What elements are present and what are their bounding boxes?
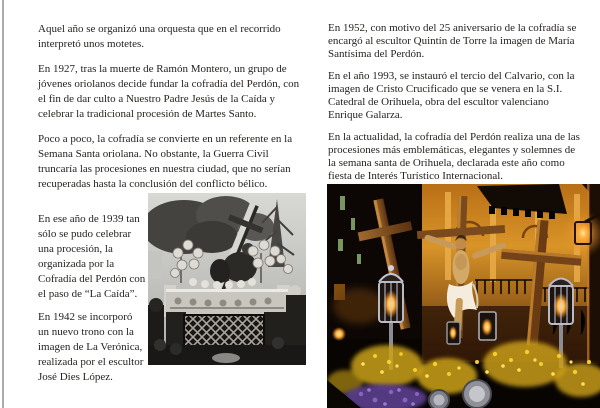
para-guerra-civil: Poco a poco, la cofradía se convierte en un referente en la Semana Santa oriolana. No obstante, la Guerra Civil truncaría las procesiones en nuestra ciudad, que no serían recuperadas hasta la conclusión del conflicto bélico.: [38, 133, 293, 190]
night-photo-art: [327, 184, 600, 408]
para-1942: En 1942 se incorporó un nuevo trono con la imagen de La Verónica, realizada por el escultor José Dies López.: [38, 311, 144, 383]
para-1939: En ese año de 1939 tan sólo se pudo celebrar una procesión, la organizada por la Cofradía del Perdón con el paso de “La Caída”.: [38, 213, 146, 300]
bw-trono: [164, 285, 290, 354]
historic-photo-art: [148, 193, 306, 365]
right-column: [328, 22, 580, 192]
historic-procession-photo: [148, 193, 306, 365]
page-edge-line: [2, 0, 4, 408]
night-procession-photo: [327, 184, 600, 408]
para-1993: En el año 1993, se instauró el tercio del Calvario, con la imagen de Cristo Crucificado que se venera en la S.I. Catedral de Orihuela, obra del escultor valenciano Enrique Galarza.: [328, 70, 575, 121]
para-orquesta: Aquel año se organizó una orquesta que en el recorrido interpretó unos motetes.: [38, 23, 281, 50]
para-1927: En 1927, tras la muerte de Ramón Montero, un grupo de jóvenes oriolanos decide fundar la cofradía del Perdón, con el fin de dar culto a Nuestro Padre Jesús de la Caída y celebrar la tradicional procesión de Martes Santo.: [38, 63, 300, 120]
para-1952: En 1952, con motivo del 25 aniversario de la cofradía se encargó al escultor Quintín de Torre la imagen de María Santísima del Perdón.: [328, 22, 577, 60]
left-column-narrow: [38, 212, 146, 393]
para-actualidad: En la actualidad, la cofradía del Perdón realiza una de las procesiones más emblemáticas, elegantes y solemnes de la semana santa de Orihuela, declarada este año como fiesta de Interés Turístico Internacional.: [328, 131, 580, 182]
left-column: [38, 22, 300, 202]
